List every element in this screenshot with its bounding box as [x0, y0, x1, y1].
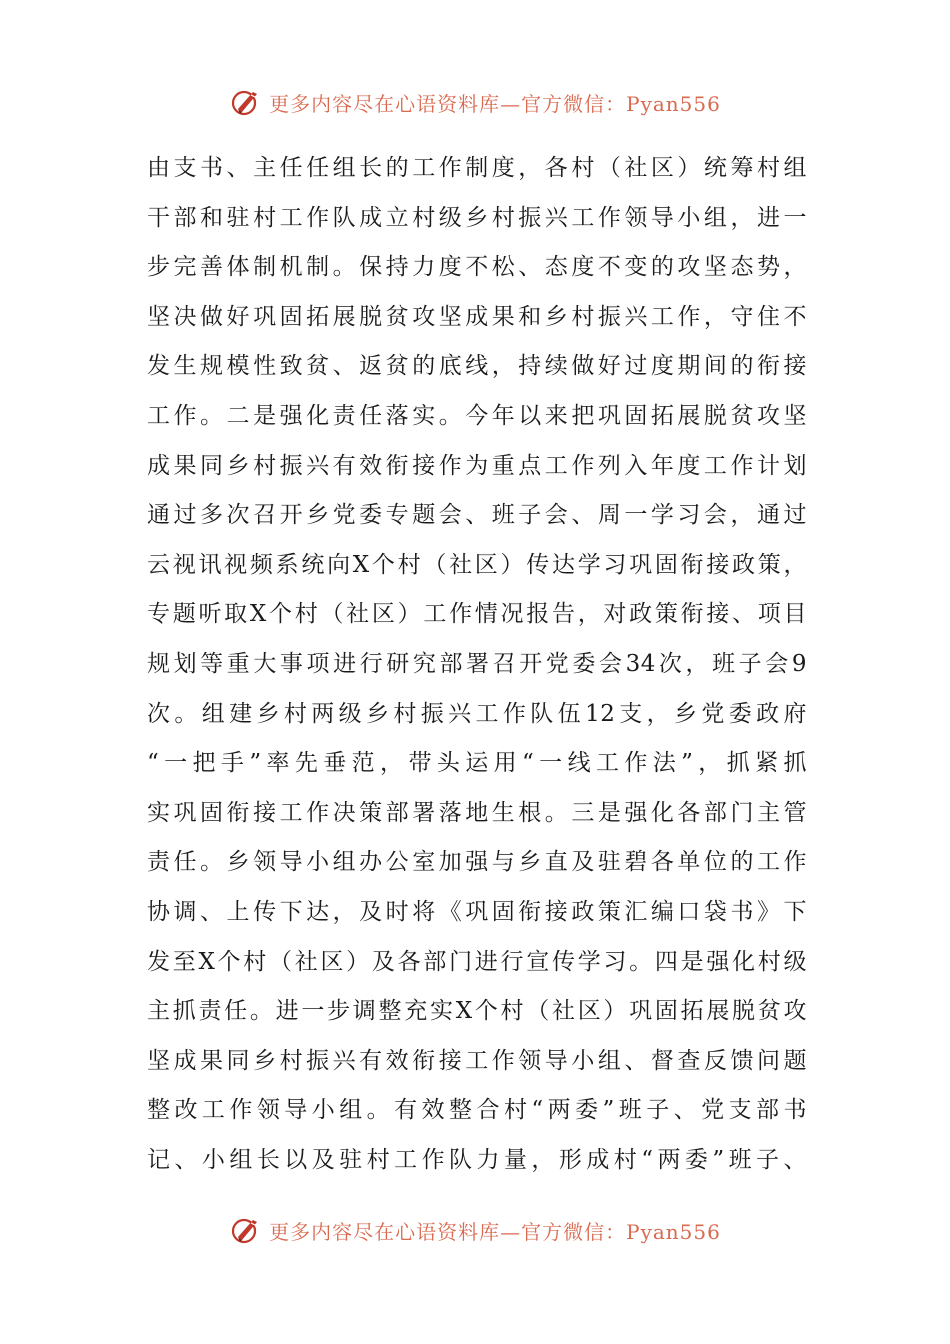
- body-line: 云视讯视频系统向X个村（社区）传达学习巩固衔接政策，: [147, 551, 807, 578]
- body-line: 实巩固衔接工作决策部署落地生根。三是强化各部门主管: [147, 799, 807, 826]
- body-line: 步完善体制机制。保持力度不松、态度不变的攻坚态势，: [147, 254, 807, 281]
- footer-banner-text: 更多内容尽在心语资料库—官方微信：Pyan556: [269, 1219, 721, 1244]
- body-line: 成果同乡村振兴有效衔接作为重点工作列入年度工作计划: [147, 452, 807, 479]
- body-line: 记、小组长以及驻村工作队力量，形成村“两委”班子、: [147, 1146, 807, 1173]
- body-line: 干部和驻村工作队成立村级乡村振兴工作领导小组，进一: [147, 204, 807, 231]
- body-line: 责任。乡领导小组办公室加强与乡直及驻碧各单位的工作: [147, 849, 807, 876]
- body-line: 坚决做好巩固拓展脱贫攻坚成果和乡村振兴工作，守住不: [147, 303, 807, 330]
- body-line: 通过多次召开乡党委专题会、班子会、周一学习会，通过: [147, 502, 807, 529]
- body-line: 工作。二是强化责任落实。今年以来把巩固拓展脱贫攻坚: [147, 402, 807, 429]
- body-line: 规划等重大事项进行研究部署召开党委会34次，班子会9: [147, 650, 807, 677]
- body-line: 专题听取X个村（社区）工作情况报告，对政策衔接、项目: [147, 601, 807, 628]
- header-banner-text: 更多内容尽在心语资料库—官方微信：Pyan556: [269, 91, 721, 116]
- body-line: 发至X个村（社区）及各部门进行宣传学习。四是强化村级: [147, 948, 807, 975]
- body-line: 由支书、主任任组长的工作制度，各村（社区）统筹村组: [147, 155, 807, 181]
- body-line: 协调、上传下达，及时将《巩固衔接政策汇编口袋书》下: [147, 898, 807, 925]
- body-line: 整改工作领导小组。有效整合村“两委”班子、党支部书: [147, 1097, 807, 1124]
- body-line: “一把手”率先垂范，带头运用“一线工作法”，抓紧抓: [147, 750, 807, 777]
- footer-banner: [0, 1208, 950, 1252]
- pen-in-circle-icon: [229, 85, 263, 119]
- pen-in-circle-icon: [229, 1213, 263, 1247]
- body-paragraph: [147, 144, 807, 1185]
- header-banner: [0, 80, 950, 124]
- body-line: 主抓责任。进一步调整充实X个村（社区）巩固拓展脱贫攻: [147, 998, 807, 1025]
- body-line: 坚成果同乡村振兴有效衔接工作领导小组、督查反馈问题: [147, 1047, 807, 1074]
- body-line: 次。组建乡村两级乡村振兴工作队伍12支，乡党委政府: [147, 700, 807, 727]
- body-line: 发生规模性致贫、返贫的底线，持续做好过度期间的衔接: [147, 353, 807, 380]
